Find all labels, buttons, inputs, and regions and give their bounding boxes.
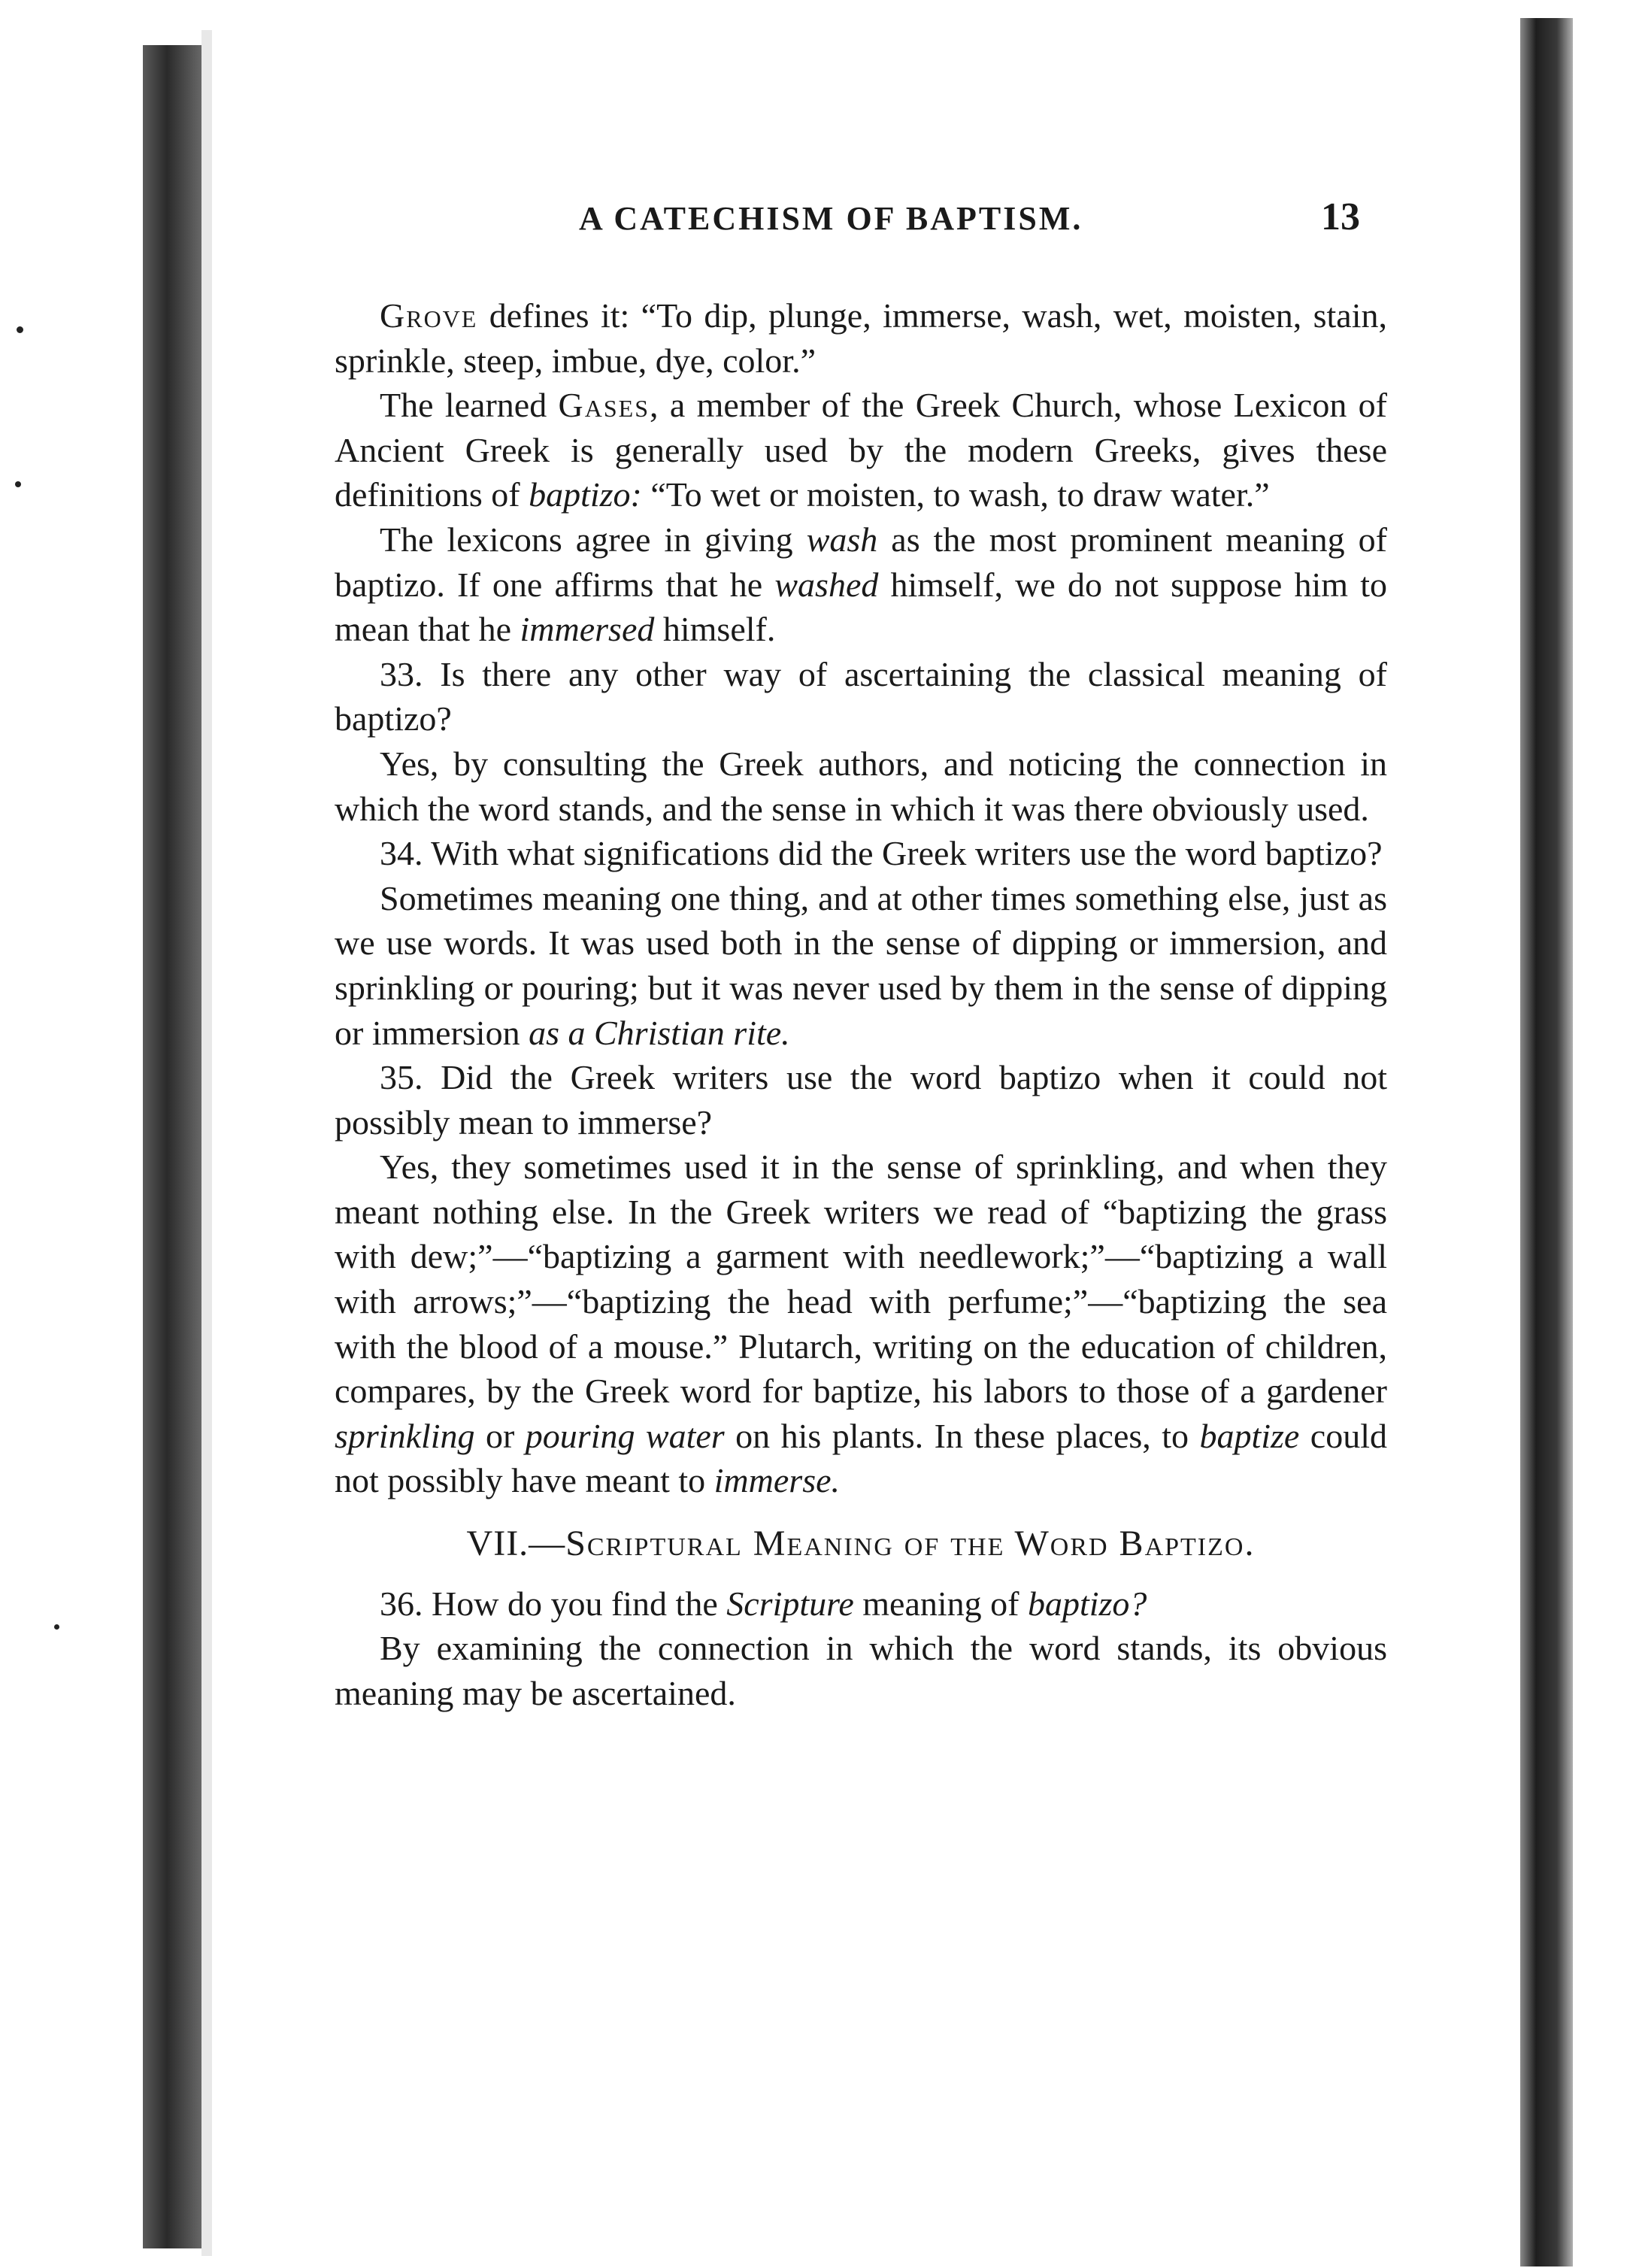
scan-speck bbox=[15, 481, 21, 487]
question-35: 35. Did the Greek writers use the word baptizo when it could not possibly mean to immerse? bbox=[335, 1058, 1387, 1142]
italic-term: sprinkling bbox=[335, 1416, 475, 1455]
paragraph-text: on his plants. In these places, to bbox=[724, 1416, 1200, 1455]
italic-term: baptize bbox=[1199, 1416, 1300, 1455]
paragraph-text: Yes, they sometimes used it in the sense of sprinkling, and when they meant nothing else. In the Greek writers we read of “baptizing the grass with dew;”—“baptizing a garment with needlework;”—“baptizing a wall with arrows;”—“baptizing the head with perfume;”—“baptizing the sea with the blood of a mouse.” Plutarch, writing on the education of children, compares, by the Greek word for baptize, his labors to those of a gardener bbox=[335, 1148, 1387, 1411]
paragraph-lexicons bbox=[335, 517, 1387, 652]
page-number: 13 bbox=[1321, 196, 1360, 238]
italic-term: pouring water bbox=[525, 1416, 725, 1455]
italic-term: wash bbox=[806, 520, 878, 559]
italic-term: immerse. bbox=[713, 1461, 841, 1500]
answer-33: Yes, by consulting the Greek authors, and noticing the connection in which the word stands, and the sense in which it was there obviously used. bbox=[335, 744, 1387, 828]
paragraph-text: 36. How do you find the bbox=[380, 1584, 727, 1623]
section-number: VII.— bbox=[466, 1524, 566, 1564]
question-36 bbox=[335, 1581, 1387, 1627]
section-heading bbox=[335, 1521, 1387, 1566]
paragraph-text: could not possibly have meant to bbox=[335, 1416, 1387, 1500]
italic-term: washed bbox=[774, 565, 879, 604]
scan-speck bbox=[54, 1624, 59, 1630]
author-name: Gases bbox=[558, 386, 650, 425]
italic-term: baptizo: bbox=[529, 475, 642, 514]
italic-term: baptizo? bbox=[1027, 1584, 1147, 1623]
page-header bbox=[0, 196, 1639, 244]
author-name: Grove bbox=[380, 296, 478, 335]
question-33: 33. Is there any other way of ascertaining the classical meaning of baptizo? bbox=[335, 654, 1387, 738]
paragraph-text: , a member of the Greek Church, whose Lexicon of Ancient Greek is generally used by the modern Greeks, gives these definitions of bbox=[335, 386, 1387, 514]
paragraph-text: meaning of bbox=[853, 1584, 1028, 1623]
scan-speck bbox=[17, 326, 23, 333]
section-title: Scriptural Meaning of the Word Baptizo. bbox=[565, 1524, 1256, 1564]
question-34: 34. With what significations did the Greek writers use the word baptizo? bbox=[380, 834, 1383, 873]
page-stack-edge bbox=[1520, 18, 1573, 2266]
paragraph-text: Sometimes meaning one thing, and at other times something else, just as we use words. It was used both in the sense of dipping or immersion, and sprinkling or pouring; but it was never used by them in the sense of dipping or immersion bbox=[335, 878, 1387, 1052]
paragraph-text: The learned bbox=[380, 386, 559, 425]
paragraph-text: “To wet or moisten, to wash, to draw water.” bbox=[641, 475, 1270, 514]
running-title: A CATECHISM OF BAPTISM. bbox=[579, 200, 1083, 237]
binding-edge bbox=[201, 30, 212, 2256]
paragraph-gases bbox=[335, 383, 1387, 517]
italic-term: Scripture bbox=[726, 1584, 854, 1623]
italic-term: immersed bbox=[520, 610, 655, 649]
paragraph-text: himself. bbox=[654, 610, 776, 649]
paragraph-text: or bbox=[474, 1416, 526, 1455]
italic-term: as a Christian rite. bbox=[529, 1013, 790, 1052]
paragraph-text: defines it: “To dip, plunge, immerse, wash, wet, moisten, stain, sprinkle, steep, imbue, dye, color.” bbox=[335, 296, 1387, 380]
paragraph-text: as the most prominent meaning of baptizo. If one affirms that he bbox=[335, 520, 1387, 604]
answer-36: By examining the connection in which the word stands, its obvious meaning may be ascertained. bbox=[335, 1629, 1387, 1712]
paragraph-text: himself, we do not suppose him to mean that he bbox=[335, 565, 1387, 649]
answer-35 bbox=[335, 1145, 1387, 1503]
paragraph-text: The lexicons agree in giving bbox=[380, 520, 807, 559]
paragraph-grove bbox=[335, 293, 1387, 383]
book-binding-left bbox=[143, 45, 203, 2248]
scan-margin bbox=[1573, 0, 1639, 2268]
body-text bbox=[335, 293, 1387, 1715]
answer-34 bbox=[335, 876, 1387, 1055]
